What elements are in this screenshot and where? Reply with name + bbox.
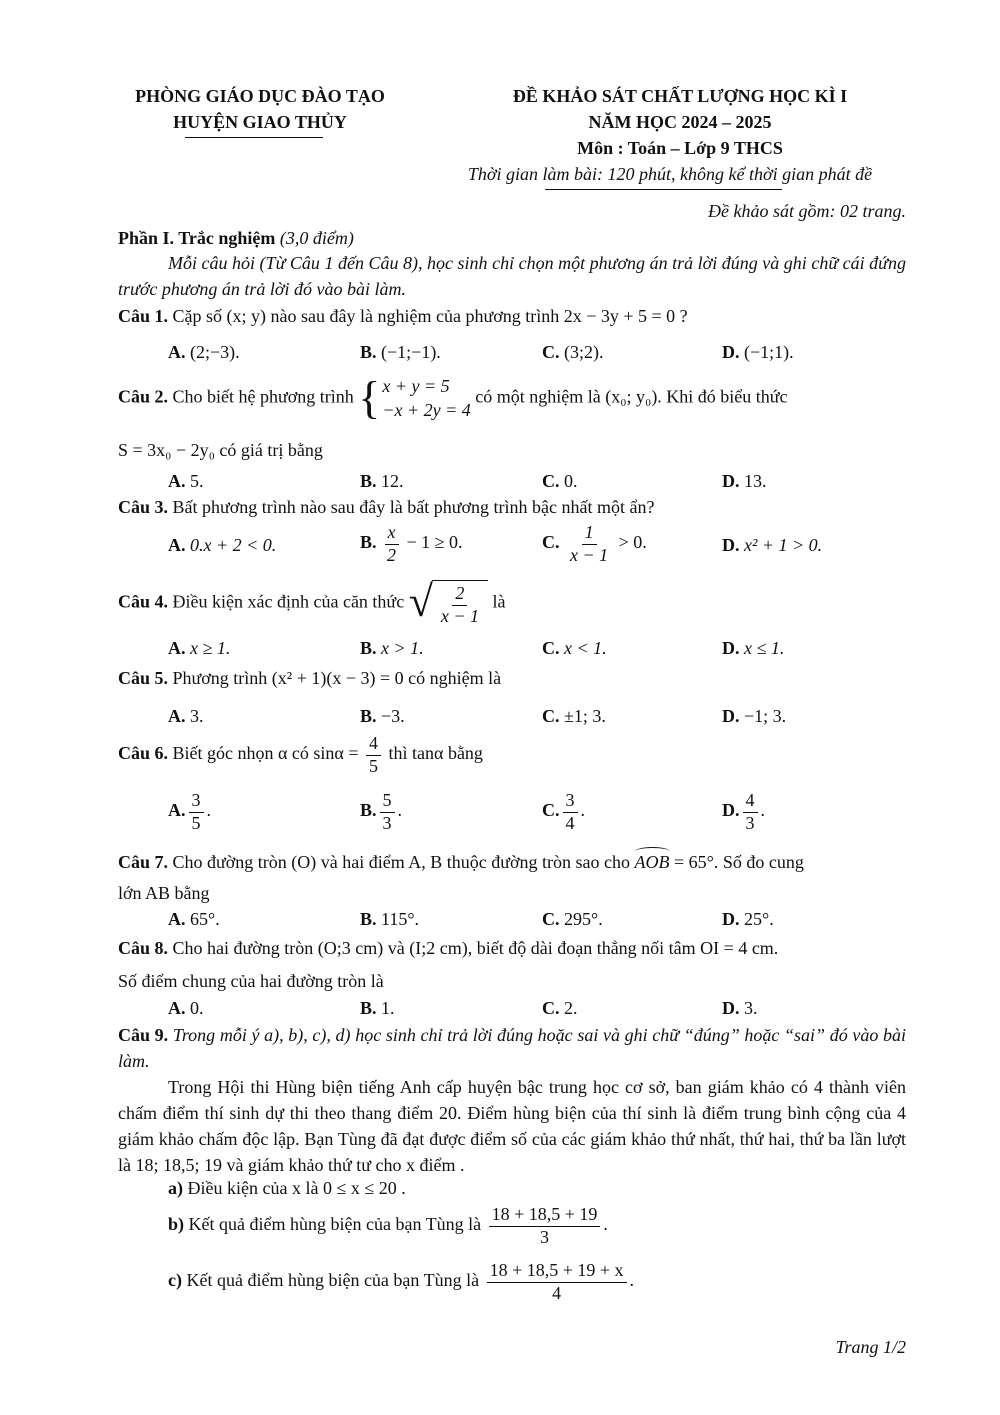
question-instruction: Trong mỗi ý a), b), c), d) học sinh chỉ trả lời đúng hoặc sai và ghi chữ “đúng” hoặc “sai” đó vào bài làm. — [118, 1025, 907, 1072]
fraction: $\frac{4}{5}$ — [366, 733, 381, 777]
fraction: $\frac{x}{2}$ — [384, 522, 399, 566]
fraction: $\frac{1}{x - 1}$ — [570, 522, 609, 565]
question-text: Biết góc nhọn α có sinα = — [172, 743, 359, 764]
question-text: Cho biết hệ phương trình — [172, 386, 354, 407]
q4-option-c: C. x < 1. — [542, 638, 607, 658]
school-year: NĂM HỌC 2024 – 2025 — [588, 112, 772, 132]
q9-item-b: b) Kết quả điểm hùng biện của bạn Tùng là $\frac{18 + 18,5 + 19}{3}$ . — [168, 1204, 608, 1247]
question-2 — [118, 374, 788, 423]
question-label: Câu 5. — [118, 668, 169, 688]
exam-title: ĐỀ KHẢO SÁT CHẤT LƯỢNG HỌC KÌ I — [512, 86, 848, 106]
question-5 — [118, 668, 501, 690]
q9-paragraph: Trong Hội thi Hùng biện tiếng Anh cấp huyện bậc trung học cơ sở, ban giám khảo có 4 thành viên chấm điểm thí sinh dự thi theo thang điểm 20. Điểm hùng biện của thí sinh là điểm trung bình cộng của 4 giám khảo chấm độc lập. Bạn Tùng đã đạt được điểm số của các giám khảo thứ nhất, thứ hai, thứ ba lần lượt là 18; 18,5; 19 và giám khảo thứ tư cho x điểm . — [118, 1077, 906, 1176]
q5-option-a: A. 3. — [168, 706, 204, 726]
question-9 — [118, 1022, 906, 1074]
department-name: PHÒNG GIÁO DỤC ĐÀO TẠO — [135, 86, 385, 106]
part1-points: (3,0 điểm) — [279, 228, 354, 248]
q4-option-b: B. x > 1. — [360, 638, 424, 658]
q7-option-b: B. 115°. — [360, 909, 420, 929]
question-label: Câu 2. — [118, 386, 169, 407]
question-text: Cho đường tròn (O) và hai điểm A, B thuộc đường tròn sao cho — [172, 852, 631, 872]
radical-icon: √ — [408, 577, 433, 626]
question-text: Phương trình (x² + 1)(x − 3) = 0 có nghiệm là — [172, 668, 502, 688]
fraction: $\frac{18 + 18,5 + 19}{3}$ — [489, 1204, 601, 1248]
question-label: Câu 8. — [118, 938, 169, 958]
question-text: Cho hai đường tròn (O;3 cm) và (I;2 cm), biết độ dài đoạn thẳng nối tâm OI = 4 cm. — [172, 938, 779, 958]
q3-option-d: D. x² + 1 > 0. — [722, 535, 823, 555]
question-label: Câu 9. — [118, 1025, 169, 1045]
angle-arc: AOB — [634, 852, 670, 872]
q8-option-d: D. 3. — [722, 998, 758, 1018]
header-left-divider — [185, 137, 323, 138]
system-eq1: x + y = 5 — [382, 376, 450, 396]
question-7 — [118, 852, 804, 874]
question-6 — [118, 733, 483, 777]
q2-option-c: C. 0. — [542, 471, 578, 491]
district-name: HUYỆN GIAO THỦY — [173, 112, 347, 132]
q1-option-d: D. (−1;1). — [722, 342, 794, 362]
question-text-cont: có một nghiệm là (x₀; y₀). Khi đó biểu thức — [475, 386, 788, 407]
q2-option-d: D. 13. — [722, 471, 767, 491]
question-4 — [118, 577, 506, 627]
equation-system — [358, 374, 471, 423]
question-text: Bất phương trình nào sau đây là bất phương trình bậc nhất một ẩn? — [172, 497, 655, 517]
brace-icon: { — [358, 372, 381, 424]
question-label: Câu 1. — [118, 306, 169, 326]
subject: Môn : Toán – Lớp 9 THCS — [577, 138, 783, 158]
q7-line2: lớn AB bằng — [118, 883, 210, 903]
question-label: Câu 4. — [118, 591, 169, 612]
q3-option-b: B. $\frac{x}{2}$ − 1 ≥ 0. — [360, 522, 463, 565]
q8-option-a: A. 0. — [168, 998, 204, 1018]
part1-title: Phần I. Trắc nghiệm — [118, 228, 276, 248]
q9-item-a: a) Điều kiện của x là 0 ≤ x ≤ 20 . — [168, 1178, 406, 1198]
question-1 — [118, 306, 688, 328]
header-right-divider — [545, 189, 782, 190]
pages-note: Đề khảo sát gồm: 02 trang. — [708, 201, 906, 221]
q8-line2: Số điểm chung của hai đường tròn là — [118, 971, 384, 991]
q5-option-d: D. −1; 3. — [722, 706, 787, 726]
square-root: √ $\frac{2}{x - 1}$ — [409, 580, 488, 627]
q6-option-d: D. $\frac{4}{3}$ . — [722, 790, 765, 833]
q2-option-b: B. 12. — [360, 471, 404, 491]
question-label: Câu 6. — [118, 743, 169, 764]
q2-line2: S = 3x₀ − 2y₀ có giá trị bằng — [118, 440, 323, 460]
q4-option-a: A. x ≥ 1. — [168, 638, 231, 658]
q4-option-d: D. x ≤ 1. — [722, 638, 785, 658]
question-text-cont: thì tanα bằng — [388, 743, 483, 764]
q2-option-a: A. 5. — [168, 471, 204, 491]
q1-option-c: C. (3;2). — [542, 342, 604, 362]
question-8 — [118, 938, 778, 960]
q8-option-b: B. 1. — [360, 998, 395, 1018]
q7-option-a: A. 65°. — [168, 909, 220, 929]
q6-option-a: A. $\frac{3}{5}$ . — [168, 790, 211, 833]
question-3 — [118, 497, 654, 519]
part1-instruction: Mỗi câu hỏi (Từ Câu 1 đến Câu 8), học sinh chỉ chọn một phương án trả lời đúng và ghi chữ cái đứng trước phương án trả lời đó vào bài làm. — [118, 253, 906, 300]
q3-option-a: A. 0.x + 2 < 0. — [168, 535, 277, 555]
page-number: Trang 1/2 — [835, 1337, 906, 1357]
q6-option-c: C. $\frac{3}{4}$ . — [542, 790, 585, 833]
system-eq2: −x + 2y = 4 — [382, 400, 471, 421]
q8-option-c: C. 2. — [542, 998, 578, 1018]
question-text-tail: là — [492, 591, 506, 612]
q5-option-c: C. ±1; 3. — [542, 706, 606, 726]
part1-heading — [118, 228, 354, 250]
question-label: Câu 7. — [118, 852, 169, 872]
question-text-cont: = 65°. Số đo cung — [674, 852, 804, 872]
q3-option-c: C. $\frac{1}{x - 1}$ > 0. — [542, 522, 647, 565]
question-text: Điều kiện xác định của căn thức — [172, 591, 405, 612]
q6-option-b: B. $\frac{5}{3}$ . — [360, 790, 403, 833]
q1-option-a: A. (2;−3). — [168, 342, 240, 362]
q7-option-d: D. 25°. — [722, 909, 774, 929]
time-allowed: Thời gian làm bài: 120 phút, không kể thời gian phát đề — [467, 164, 873, 184]
q5-option-b: B. −3. — [360, 706, 405, 726]
q9-item-c: c) Kết quả điểm hùng biện của bạn Tùng là $\frac{18 + 18,5 + 19 + x}{4}$ . — [168, 1260, 635, 1303]
question-text: Cặp số (x; y) nào sau đây là nghiệm của phương trình 2x − 3y + 5 = 0 ? — [172, 306, 688, 326]
q1-option-b: B. (−1;−1). — [360, 342, 441, 362]
q7-option-c: C. 295°. — [542, 909, 603, 929]
question-label: Câu 3. — [118, 497, 169, 517]
fraction: $\frac{18 + 18,5 + 19 + x}{4}$ — [487, 1260, 627, 1304]
